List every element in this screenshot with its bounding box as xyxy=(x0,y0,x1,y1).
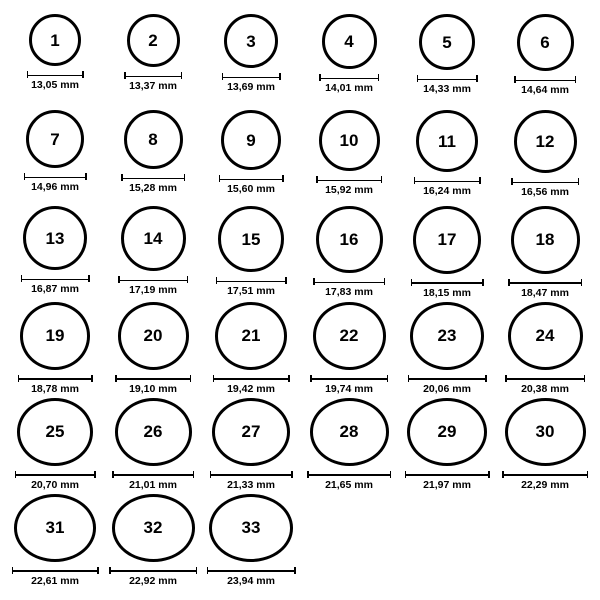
ring-diameter-label: 16,87 mm xyxy=(31,283,79,295)
ring-size-number: 13 xyxy=(45,228,65,248)
ring-size-cell[interactable] xyxy=(496,298,594,394)
measure-line xyxy=(219,179,284,181)
ring-size-number: 14 xyxy=(143,229,163,248)
ring-size-grid xyxy=(6,10,594,586)
measure-line xyxy=(222,77,281,79)
measure-line xyxy=(15,474,96,476)
ring-circle xyxy=(118,302,189,370)
ring-circle xyxy=(121,206,186,271)
ring-size-number: 30 xyxy=(535,422,555,442)
ring-size-cell[interactable] xyxy=(202,298,300,394)
ring-measure xyxy=(115,375,191,395)
measure-line xyxy=(408,378,487,380)
ring-circle xyxy=(215,302,287,370)
ring-size-number: 32 xyxy=(143,518,163,538)
ring-size-number: 23 xyxy=(437,326,457,346)
ring-measure xyxy=(307,471,391,491)
ring-size-number: 26 xyxy=(143,422,163,442)
ring-size-number: 6 xyxy=(540,33,550,52)
ring-measure xyxy=(213,375,290,395)
ring-size-cell[interactable] xyxy=(104,490,202,586)
measure-bar-icon xyxy=(310,375,388,382)
ring-diameter-label: 15,92 mm xyxy=(325,184,373,196)
ring-size-number: 12 xyxy=(535,132,555,151)
ring-circle xyxy=(313,302,386,370)
ring-size-cell[interactable] xyxy=(398,10,496,106)
measure-bar-icon xyxy=(115,375,191,382)
ring-measure xyxy=(24,173,87,193)
ring-measure xyxy=(405,471,490,491)
ring-circle xyxy=(322,14,377,69)
ring-size-number: 33 xyxy=(241,518,261,538)
ring-circle xyxy=(115,398,192,466)
ring-circle xyxy=(319,110,380,171)
measure-line xyxy=(124,76,182,78)
ring-size-number: 16 xyxy=(339,230,359,249)
measure-bar-icon xyxy=(417,75,478,82)
ring-diameter-label: 20,38 mm xyxy=(521,382,569,395)
measure-bar-icon xyxy=(216,277,287,284)
ring-diameter-label: 18,15 mm xyxy=(423,286,471,299)
measure-bar-icon xyxy=(118,276,188,283)
measure-bar-icon xyxy=(12,567,99,574)
measure-line xyxy=(109,570,197,572)
measure-bar-icon xyxy=(18,375,93,382)
ring-size-cell[interactable] xyxy=(202,202,300,298)
measure-bar-icon xyxy=(405,471,490,478)
measure-line xyxy=(508,282,582,284)
ring-circle xyxy=(212,398,290,466)
ring-measure xyxy=(27,71,84,91)
ring-circle xyxy=(124,110,183,169)
ring-diameter-label: 21,97 mm xyxy=(423,478,471,491)
ring-size-cell[interactable] xyxy=(398,298,496,394)
measure-line xyxy=(207,570,296,572)
ring-size-number: 25 xyxy=(45,422,65,442)
ring-size-cell[interactable] xyxy=(6,298,104,394)
measure-line xyxy=(121,178,185,180)
measure-line xyxy=(502,474,588,476)
measure-bar-icon xyxy=(121,174,185,181)
ring-circle xyxy=(416,110,478,172)
ring-diameter-label: 15,60 mm xyxy=(227,183,275,195)
measure-line xyxy=(21,279,90,281)
ring-size-number: 27 xyxy=(241,422,261,442)
measure-bar-icon xyxy=(414,177,481,184)
ring-diameter-label: 22,29 mm xyxy=(521,478,569,491)
ring-circle xyxy=(29,14,81,66)
ring-size-number: 9 xyxy=(246,130,256,150)
measure-line xyxy=(316,180,382,182)
ring-measure xyxy=(15,471,96,491)
ring-measure xyxy=(118,276,188,296)
ring-diameter-label: 13,37 mm xyxy=(129,80,177,92)
measure-line xyxy=(405,474,490,476)
ring-diameter-label: 17,51 mm xyxy=(227,285,275,297)
ring-diameter-label: 20,70 mm xyxy=(31,478,79,491)
ring-measure xyxy=(411,279,484,299)
ring-size-cell[interactable] xyxy=(300,202,398,298)
measure-bar-icon xyxy=(210,471,293,478)
ring-measure xyxy=(121,174,185,194)
measure-line xyxy=(213,378,290,380)
ring-size-cell[interactable] xyxy=(202,490,300,586)
measure-line xyxy=(307,474,391,476)
measure-line xyxy=(115,378,191,380)
measure-line xyxy=(414,181,481,183)
ring-circle xyxy=(407,398,487,466)
ring-diameter-label: 17,83 mm xyxy=(325,286,373,298)
ring-measure xyxy=(216,277,287,297)
ring-measure xyxy=(21,275,90,295)
ring-circle xyxy=(14,494,96,562)
measure-bar-icon xyxy=(505,375,585,382)
ring-size-cell[interactable] xyxy=(300,298,398,394)
measure-bar-icon xyxy=(24,173,87,180)
ring-diameter-label: 20,06 mm xyxy=(423,382,471,395)
measure-bar-icon xyxy=(502,471,588,478)
measure-bar-icon xyxy=(213,375,290,382)
ring-size-cell[interactable] xyxy=(300,106,398,202)
ring-size-number: 29 xyxy=(437,422,457,442)
ring-size-number: 28 xyxy=(339,422,359,442)
ring-size-cell[interactable] xyxy=(104,394,202,490)
measure-line xyxy=(118,280,188,282)
ring-circle xyxy=(413,206,481,274)
measure-line xyxy=(417,79,478,81)
ring-measure xyxy=(210,471,293,491)
ring-size-number: 5 xyxy=(442,32,452,52)
ring-measure xyxy=(112,471,194,491)
measure-bar-icon xyxy=(316,176,382,183)
ring-diameter-label: 17,19 mm xyxy=(129,284,177,296)
ring-circle xyxy=(23,206,87,270)
ring-size-cell[interactable] xyxy=(496,394,594,490)
measure-bar-icon xyxy=(313,278,385,285)
measure-bar-icon xyxy=(27,71,84,78)
ring-circle xyxy=(221,110,281,170)
ring-measure xyxy=(12,567,99,587)
ring-size-cell[interactable] xyxy=(202,106,300,202)
ring-size-cell[interactable] xyxy=(496,106,594,202)
measure-bar-icon xyxy=(307,471,391,478)
ring-size-number: 21 xyxy=(241,326,261,346)
ring-circle xyxy=(316,206,383,273)
measure-line xyxy=(210,474,293,476)
ring-measure xyxy=(417,75,478,95)
ring-circle xyxy=(310,398,389,466)
ring-circle xyxy=(209,494,293,562)
ring-measure xyxy=(124,72,182,92)
ring-size-cell[interactable] xyxy=(6,106,104,202)
ring-size-cell[interactable] xyxy=(496,10,594,106)
ring-circle xyxy=(17,398,93,466)
measure-bar-icon xyxy=(222,73,281,80)
ring-measure xyxy=(310,375,388,395)
ring-size-number: 22 xyxy=(339,326,359,346)
ring-size-number: 20 xyxy=(143,326,163,346)
measure-bar-icon xyxy=(408,375,487,382)
ring-diameter-label: 13,05 mm xyxy=(31,79,79,91)
ring-measure xyxy=(316,176,382,196)
measure-line xyxy=(319,78,379,80)
ring-diameter-label: 22,92 mm xyxy=(129,574,177,587)
measure-bar-icon xyxy=(109,567,197,574)
ring-circle xyxy=(419,14,475,70)
ring-measure xyxy=(319,74,379,94)
measure-line xyxy=(505,378,585,380)
ring-diameter-label: 16,24 mm xyxy=(423,185,471,197)
ring-size-cell[interactable] xyxy=(104,10,202,106)
ring-diameter-label: 13,69 mm xyxy=(227,81,275,93)
ring-measure xyxy=(408,375,487,395)
ring-circle xyxy=(514,110,577,173)
measure-bar-icon xyxy=(411,279,484,286)
ring-size-number: 8 xyxy=(148,130,158,149)
ring-measure xyxy=(514,76,576,96)
ring-circle xyxy=(112,494,195,562)
measure-line xyxy=(313,282,385,284)
ring-size-number: 4 xyxy=(344,32,354,51)
ring-circle xyxy=(224,14,278,68)
ring-measure xyxy=(313,278,385,298)
measure-bar-icon xyxy=(15,471,96,478)
ring-size-number: 24 xyxy=(535,326,555,346)
ring-size-cell[interactable] xyxy=(6,10,104,106)
ring-diameter-label: 14,01 mm xyxy=(325,82,373,94)
ring-size-cell[interactable] xyxy=(104,298,202,394)
ring-diameter-label: 21,65 mm xyxy=(325,478,373,491)
measure-bar-icon xyxy=(508,279,582,286)
ring-size-number: 11 xyxy=(438,131,456,151)
ring-diameter-label: 18,78 mm xyxy=(31,382,79,395)
measure-bar-icon xyxy=(124,72,182,79)
ring-diameter-label: 19,74 mm xyxy=(325,382,373,395)
ring-diameter-label: 22,61 mm xyxy=(31,574,79,587)
ring-diameter-label: 21,01 mm xyxy=(129,478,177,491)
ring-size-number: 18 xyxy=(535,230,555,250)
ring-size-number: 15 xyxy=(241,229,261,249)
ring-circle xyxy=(511,206,580,274)
ring-size-number: 17 xyxy=(437,230,457,250)
ring-size-cell[interactable] xyxy=(104,106,202,202)
ring-circle xyxy=(410,302,484,370)
ring-diameter-label: 14,96 mm xyxy=(31,181,79,193)
ring-diameter-label: 21,33 mm xyxy=(227,478,275,491)
ring-size-number: 10 xyxy=(339,131,359,150)
ring-circle xyxy=(508,302,583,370)
ring-size-cell[interactable] xyxy=(6,202,104,298)
ring-diameter-label: 14,64 mm xyxy=(521,84,569,96)
ring-size-number: 1 xyxy=(50,30,60,50)
measure-line xyxy=(511,182,579,184)
ring-circle xyxy=(218,206,284,272)
ring-measure xyxy=(222,73,281,93)
ring-circle xyxy=(127,14,180,67)
ring-size-cell[interactable] xyxy=(300,394,398,490)
measure-line xyxy=(18,378,93,380)
ring-size-number: 2 xyxy=(148,31,158,50)
ring-size-number: 7 xyxy=(50,129,60,149)
ring-size-cell[interactable] xyxy=(6,394,104,490)
ring-circle xyxy=(505,398,586,466)
ring-circle xyxy=(20,302,90,370)
ring-circle xyxy=(517,14,574,71)
measure-bar-icon xyxy=(207,567,296,574)
ring-size-number: 19 xyxy=(45,326,65,346)
ring-measure xyxy=(207,567,296,587)
measure-bar-icon xyxy=(112,471,194,478)
ring-size-cell[interactable] xyxy=(6,490,104,586)
ring-diameter-label: 14,33 mm xyxy=(423,83,471,95)
ring-diameter-label: 18,47 mm xyxy=(521,286,569,299)
ring-diameter-label: 23,94 mm xyxy=(227,574,275,587)
ring-size-cell[interactable] xyxy=(398,202,496,298)
measure-bar-icon xyxy=(21,275,90,282)
measure-line xyxy=(310,378,388,380)
ring-diameter-label: 16,56 mm xyxy=(521,186,569,198)
ring-diameter-label: 19,10 mm xyxy=(129,382,177,395)
measure-line xyxy=(27,75,84,77)
ring-size-cell[interactable] xyxy=(202,394,300,490)
ring-measure xyxy=(502,471,588,491)
ring-size-cell[interactable] xyxy=(398,106,496,202)
measure-line xyxy=(12,570,99,572)
ring-measure xyxy=(414,177,481,197)
measure-line xyxy=(514,80,576,82)
measure-bar-icon xyxy=(511,178,579,185)
ring-measure xyxy=(219,175,284,195)
measure-line xyxy=(112,474,194,476)
ring-diameter-label: 19,42 mm xyxy=(227,382,275,395)
measure-line xyxy=(24,177,87,179)
measure-bar-icon xyxy=(514,76,576,83)
measure-bar-icon xyxy=(219,175,284,182)
measure-bar-icon xyxy=(319,74,379,81)
ring-size-cell[interactable] xyxy=(202,10,300,106)
ring-measure xyxy=(508,279,582,299)
ring-measure xyxy=(18,375,93,395)
ring-size-number: 3 xyxy=(246,31,256,51)
ring-size-cell[interactable] xyxy=(398,394,496,490)
ring-size-number: 31 xyxy=(45,518,65,538)
ring-size-cell[interactable] xyxy=(104,202,202,298)
ring-circle xyxy=(26,110,84,168)
ring-measure xyxy=(511,178,579,198)
ring-measure xyxy=(109,567,197,587)
measure-line xyxy=(216,281,287,283)
ring-size-cell[interactable] xyxy=(300,10,398,106)
ring-measure xyxy=(505,375,585,395)
ring-diameter-label: 15,28 mm xyxy=(129,182,177,194)
ring-size-cell[interactable] xyxy=(496,202,594,298)
measure-line xyxy=(411,282,484,284)
